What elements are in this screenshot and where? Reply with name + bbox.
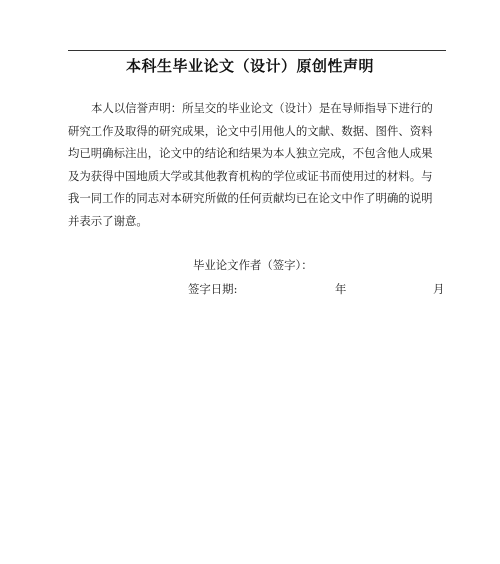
body-line-1: 本人以信誉声明：所呈交的毕业论文（设计）是在导师指导下进行的 — [91, 101, 433, 115]
document-title: 本科生毕业论文（设计）原创性声明 — [125, 57, 374, 75]
body-line-4: 及为获得中国地质大学或其他教育机构的学位或证书而使用过的材料。与 — [68, 168, 433, 183]
header-rule — [68, 50, 446, 51]
body-line-5: 我一同工作的同志对本研究所做的任何贡献均已在论文中作了明确的说明 — [68, 191, 433, 205]
declaration-body — [68, 97, 448, 232]
body-line-3: 均已明确标注出，论文中的结论和结果为本人独立完成，不包含他人成果 — [68, 146, 433, 160]
body-line-6: 并表示了谢意。 — [68, 213, 148, 228]
author-signature-label: 毕业论文作者（签字）： — [193, 258, 313, 272]
body-line-2: 研究工作及取得的研究成果，论文中引用他人的文献、数据、图件、资料 — [68, 123, 433, 138]
signature-date-label: 签字日期: — [188, 282, 238, 296]
month-label: 月 — [433, 282, 445, 296]
year-label: 年 — [335, 282, 347, 296]
